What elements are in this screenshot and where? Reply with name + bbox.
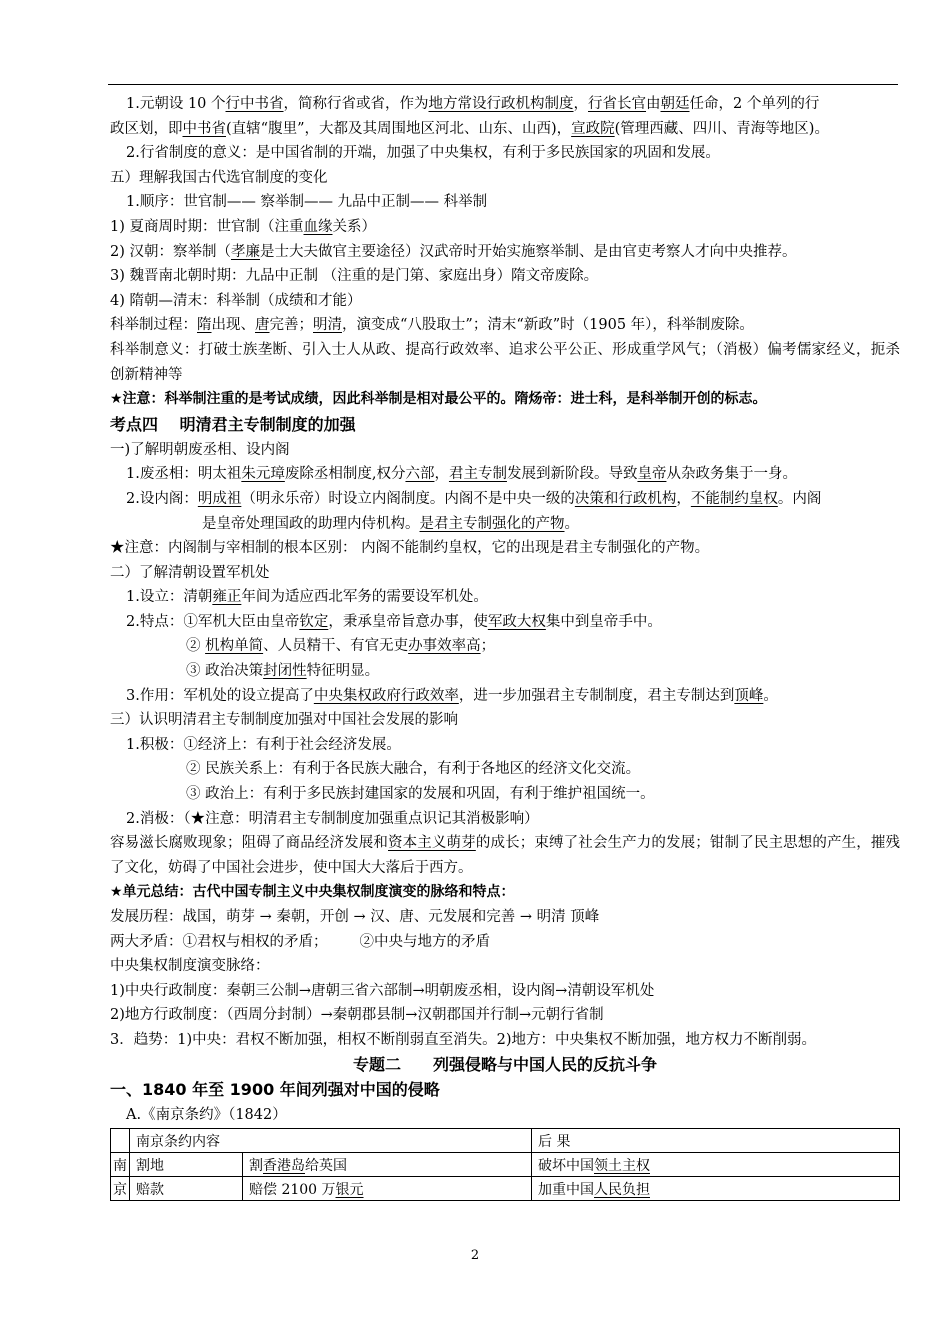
para-wei-jin: 3) 魏晋南北朝时期：九品中正制 （注重的是门第、家庭出身）隋文帝废除。 (110, 268, 599, 285)
para-abolish-chancellor: 1.废丞相：明太祖朱元璋废除丞相制度,权分六部，君主专制发展到新阶段。导致皇帝从杂政务集于一身。 (126, 466, 797, 483)
treaty-table (110, 1128, 900, 1201)
section-heading-officials: 五）理解我国古代选官制度的变化 (110, 169, 328, 186)
para-positive-1: 1.积极：①经济上：有利于社会经济发展。 (126, 736, 401, 753)
table-row (111, 1153, 900, 1177)
para-positive-2: ② 民族关系上：有利于各民族大融合，有利于各地区的经济文化交流。 (186, 761, 641, 778)
table-side-label: 京 (111, 1177, 130, 1201)
para-order: 1.顺序：世官制—— 察举制—— 九品中正制—— 科举制 (126, 194, 488, 211)
para-province-significance: 2.行省制度的意义：是中国省制的开端，加强了中央集权，有利于多民族国家的巩固和发展。 (126, 145, 720, 162)
unit-summary: ★单元总结：古代中国专制主义中央集权制度演变的脉络和特点： (110, 884, 515, 901)
para-exam-significance: 科举制意义：打破士族垄断、引入士人从政、提高行政效率、追求公平公正、形成重学风气；（消极）偏考儒家经义，扼杀创新精神等 (110, 341, 900, 383)
table-cell-content: 割香港岛给英国 (243, 1153, 532, 1177)
para-local-system: 2)地方行政制度：（西周分封制）→秦朝郡县制→汉朝郡国并行制→元朝行省制 (110, 1007, 604, 1024)
para-central-system: 1)中央行政制度：秦朝三公制→唐朝三省六部制→明朝废丞相，设内阁→清朝设军机处 (110, 982, 655, 999)
para-positive-3: ③ 政治上：有利于多民族封建国家的发展和巩固，有利于维护祖国统一。 (186, 786, 655, 803)
para-feature-2: ② 机构单简、人员精干、有官无吏办事效率高； (186, 638, 496, 655)
page-number: 2 (470, 1248, 480, 1263)
header-rule (108, 84, 898, 85)
topic-title: 专题二 列强侵略与中国人民的反抗斗争 (352, 1054, 657, 1074)
document-body (110, 92, 900, 1201)
table-cell-result: 破坏中国领土主权 (532, 1153, 900, 1177)
note-exam: ★注意：科举制注重的是考试成绩，因此科举制是相对最公平的。隋炀帝：进士科，是科举制开创的标志。 (110, 391, 767, 408)
table-cell-item: 割地 (130, 1153, 243, 1177)
table-row (111, 1177, 900, 1201)
para-yuan-province: 1.元朝设 10 个行中书省，简称行省或省，作为地方常设行政机构制度，行省长官由朝廷任命，2 个单列的行 (126, 96, 820, 112)
subheading-qing: 二）了解清朝设置军机处 (110, 564, 270, 581)
table-cell-content: 赔偿 2100 万银元 (243, 1177, 532, 1201)
table-cell-item: 赔款 (130, 1177, 243, 1201)
para-grand-council-setup: 1.设立：清朝雍正年间为适应西北军务的需要设军机处。 (126, 589, 488, 606)
para-xia-shang-zhou: 1) 夏商周时期：世官制（注重血缘关系） (110, 218, 376, 235)
para-negative: 2.消极：（★注意：明清君主专制制度加强重点识记其消极影响） (126, 810, 539, 827)
para-treaty-nanjing: A.《南京条约》（1842） (126, 1106, 287, 1123)
table-header-result: 后 果 (532, 1129, 900, 1153)
para-contradictions: 两大矛盾：①君权与相权的矛盾； ②中央与地方的矛盾 (110, 933, 490, 950)
para-yuan-province-cont: 政区划，即中书省(直辖“腹里”，大都及其周围地区河北、山东、山西)，宣政院(管理西藏、四川、青海等地区)。 (110, 120, 829, 137)
para-evolution-title: 中央集权制度演变脉络： (110, 958, 270, 975)
table-side-label: 南 (111, 1153, 130, 1177)
subheading-ming: 一)了解明朝废丞相、设内阁 (110, 441, 290, 458)
table-header-row (111, 1129, 900, 1153)
table-header-content: 南京条约内容 (130, 1129, 532, 1153)
para-sui-qing: 4) 隋朝—清末：科举制（成绩和才能） (110, 292, 362, 309)
para-negative-detail: 容易滋长腐败现象；阻碍了商品经济发展和资本主义萌芽的成长；束缚了社会生产力的发展；钳制了民主思想的产生，摧残了文化，妨碍了中国社会进步，使中国大大落后于西方。 (110, 835, 901, 876)
table-cell-result: 加重中国人民负担 (532, 1177, 900, 1201)
para-grand-secretariat: 2.设内阁：明成祖（明永乐帝）时设立内阁制度。内阁不是中央一级的决策和行政机构，不能制约皇权。内阁 (126, 490, 822, 507)
section-heading-invasion: 一、1840 年至 1900 年间列强对中国的侵略 (110, 1079, 440, 1099)
para-grand-council-features: 2.特点：①军机大臣由皇帝钦定，秉承皇帝旨意办事，使军政大权集中到皇帝手中。 (126, 613, 662, 630)
para-feature-3: ③ 政治决策封闭性特征明显。 (186, 663, 380, 680)
para-exam-process: 科举制过程：隋出现、唐完善；明清，演变成“八股取士”；清末“新政”时（1905 年），科举制废除。 (110, 317, 754, 334)
para-han: 2) 汉朝：察举制（孝廉是士大夫做官主要途径）汉武帝时开始实施察举制、是由官吏考察人才向中央推荐。 (110, 243, 797, 260)
subheading-impact: 三）认识明清君主专制制度加强对中国社会发展的影响 (110, 712, 458, 729)
para-grand-council-effect: 3.作用：军机处的设立提高了中央集权政府行政效率，进一步加强君主专制制度，君主专制达到顶峰。 (126, 687, 778, 704)
para-grand-secretariat-cont: 是皇帝处理国政的助理内侍机构。是君主专制强化的产物。 (202, 515, 579, 532)
para-development: 发展历程：战国，萌芽 → 秦朝，开创 → 汉、唐、元发展和完善 → 明清 顶峰 (110, 909, 600, 925)
para-trend: 3．趋势：1)中央：君权不断加强，相权不断削弱直至消失。2)地方：中央集权不断加强，地方权力不断削弱。 (110, 1031, 816, 1048)
section-heading-ming-qing: 考点四 明清君主专制制度的加强 (110, 414, 356, 434)
note-secretariat: ★注意：内阁制与宰相制的根本区别： 内阁不能制约皇权，它的出现是君主专制强化的产物。 (110, 540, 710, 557)
